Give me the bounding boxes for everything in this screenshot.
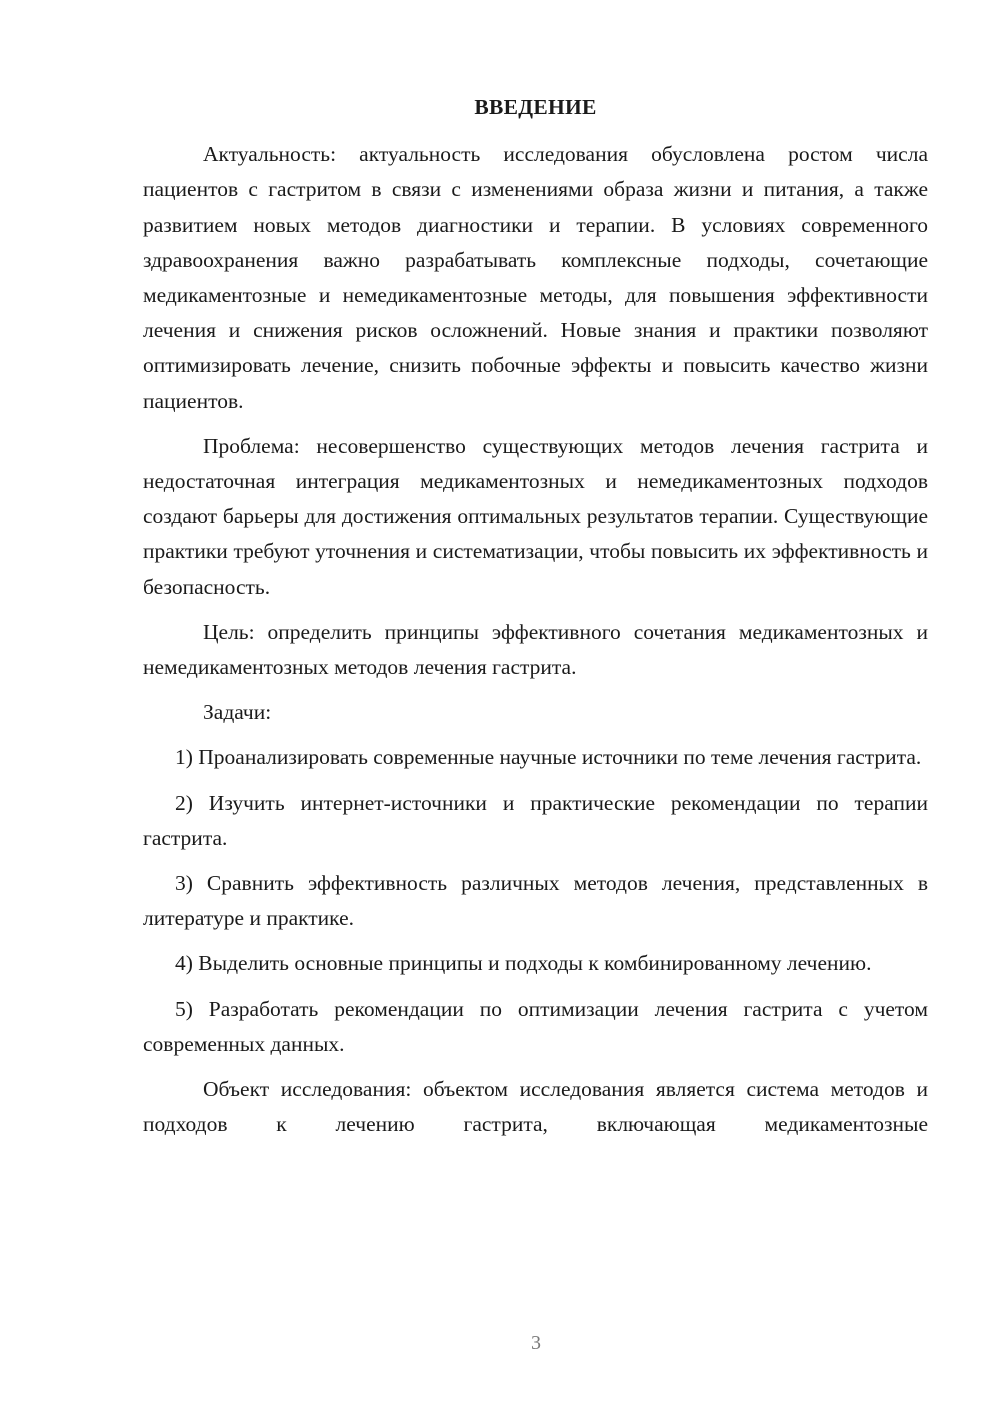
paragraph-goal: Цель: определить принципы эффективного сочетания медикаментозных и немедикаментозных методов лечения гастрита. [143, 619, 928, 680]
paragraph-relevance: Актуальность: актуальность исследования обусловлена ростом числа пациентов с гастритом в связи с изменениями образа жизни и питания, а также развитием новых методов диагностики и терапии. В условиях современного здравоохранения важно разрабатывать комплексные подходы, сочетающие медикаментозные и немедикаментозные методы, для повышения эффективности лечения и снижения рисков осложнений. Новые знания и практики позволяют оптимизировать лечение, снизить побочные эффекты и повысить качество жизни пациентов. [143, 142, 928, 413]
section-title: ВВЕДЕНИЕ [474, 95, 597, 119]
task-item-1: 1) Проанализировать современные научные источники по теме лечения гастрита. [175, 745, 922, 770]
task-item-4: 4) Выделить основные принципы и подходы к комбинированному лечению. [175, 951, 872, 976]
paragraph-tasks-heading: Задачи: [203, 700, 272, 725]
paragraph-problem: Проблема: несовершенство существующих методов лечения гастрита и недостаточная интеграция медикаментозных и немедикаментозных подходов создают барьеры для достижения оптимальных результатов терапии. Существующие практики требуют уточнения и систематизации, чтобы повысить их эффективность и безопасность. [143, 433, 928, 599]
paragraph-object: Объект исследования: объектом исследования является система методов и подходов к лечению гастрита, включающая медикаментозные [143, 1077, 928, 1137]
page-body [143, 90, 928, 1152]
task-item-2: 2) Изучить интернет-источники и практические рекомендации по терапии гастрита. [143, 790, 928, 850]
task-item-5: 5) Разработать рекомендации по оптимизации лечения гастрита с учетом современных данных. [143, 996, 928, 1056]
task-item-3: 3) Сравнить эффективность различных методов лечения, представленных в литературе и практике. [143, 871, 928, 931]
page-number: 3 [531, 1332, 541, 1354]
